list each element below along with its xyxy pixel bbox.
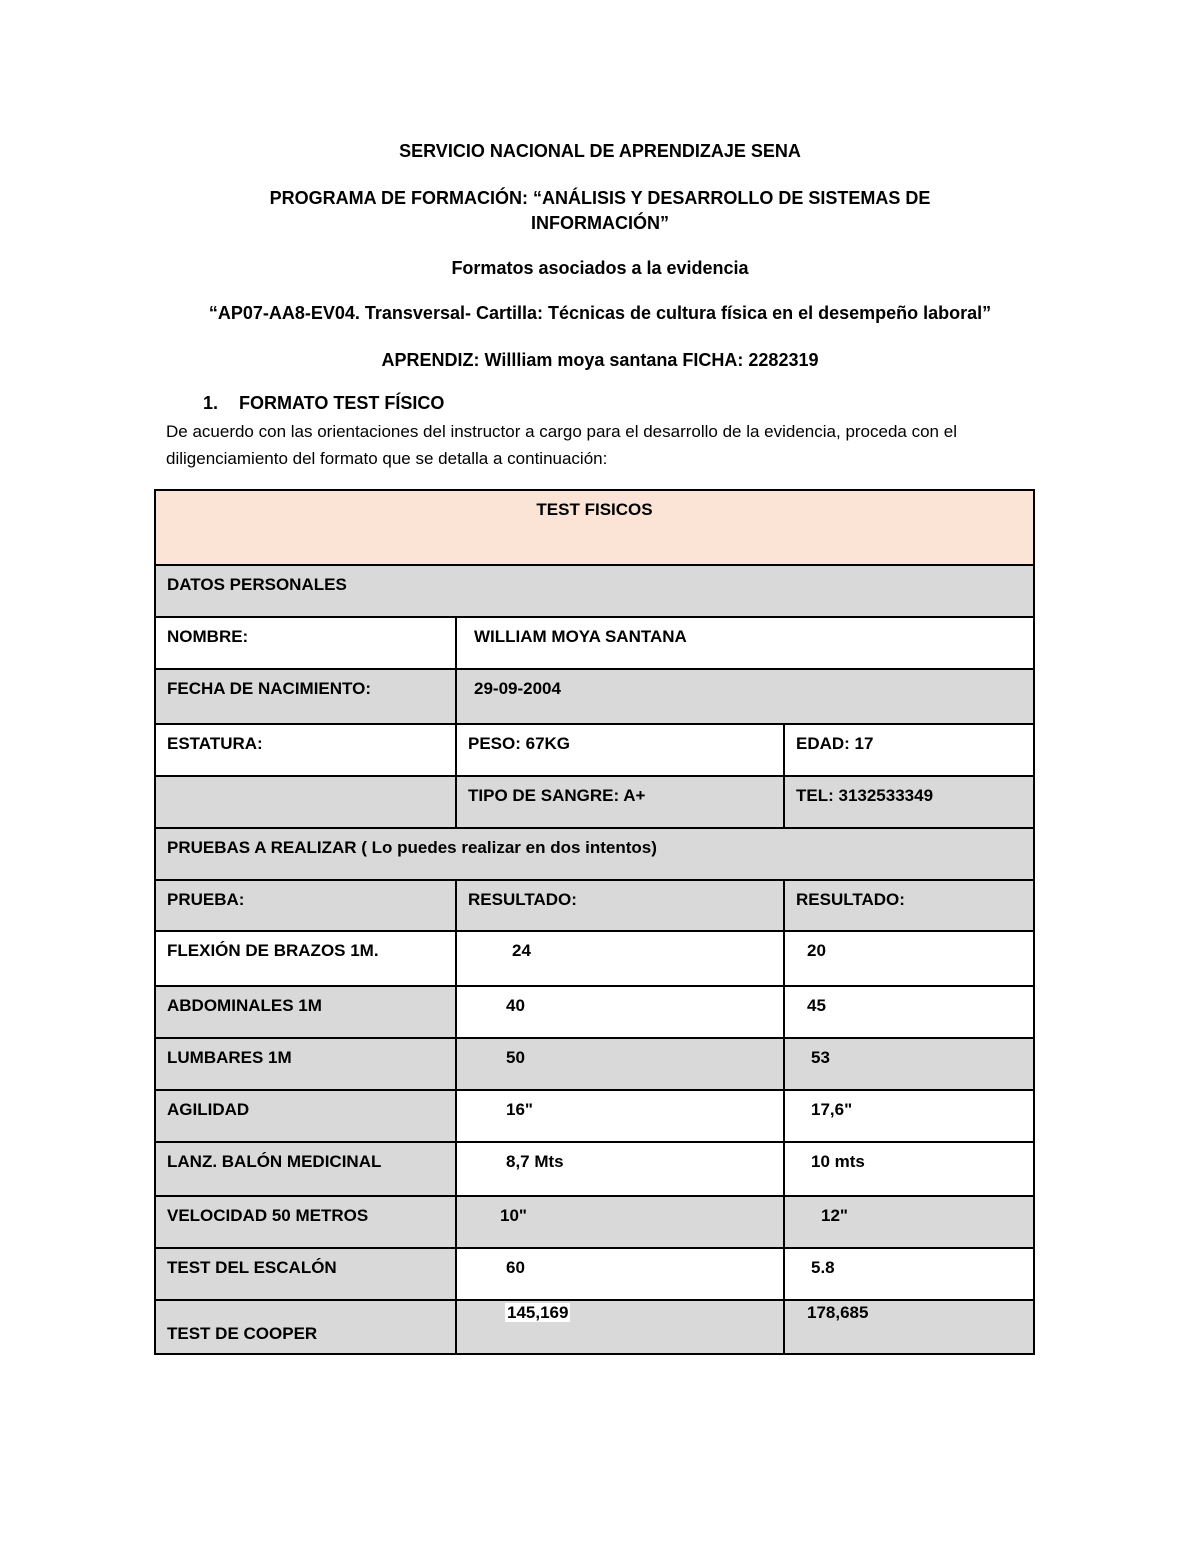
- resultado-1: 24: [456, 931, 784, 986]
- formats-subtitle: Formatos asociados a la evidencia: [451, 258, 749, 278]
- resultado-1: 8,7 Mts: [456, 1142, 784, 1196]
- section-intro: De acuerdo con las orientaciones del instructor a cargo para el desarrollo de la evidencia, proceda con el diligenciamiento del formato que se detalla a continuación:: [166, 422, 957, 468]
- program-title-line1: PROGRAMA DE FORMACIÓN: “ANÁLISIS Y DESARROLLO DE SISTEMAS DE: [269, 188, 931, 208]
- test-fisicos-table: [154, 489, 1035, 1355]
- prueba-name: TEST DEL ESCALÓN: [155, 1248, 456, 1300]
- resultado-1-value: 145,169: [507, 1303, 569, 1322]
- fecha-nacimiento-label: FECHA DE NACIMIENTO:: [155, 669, 456, 724]
- resultado-1: 60: [456, 1248, 784, 1300]
- resultado-2: 17,6": [784, 1090, 1034, 1142]
- resultado-2: 53: [784, 1038, 1034, 1090]
- col-resultado2-header: RESULTADO:: [784, 880, 1034, 931]
- nombre-label: NOMBRE:: [155, 617, 456, 669]
- prueba-name: AGILIDAD: [155, 1090, 456, 1142]
- resultado-1: 10": [456, 1196, 784, 1248]
- telefono-cell: TEL: 3132533349: [784, 776, 1034, 828]
- table-row: [155, 931, 1034, 986]
- evidence-title: “AP07-AA8-EV04. Transversal- Cartilla: Técnicas de cultura física en el desempeño laboral”: [208, 303, 992, 323]
- institution-title: SERVICIO NACIONAL DE APRENDIZAJE SENA: [399, 141, 801, 161]
- table-row: [155, 1300, 1034, 1354]
- edad-cell: EDAD: 17: [784, 724, 1034, 776]
- resultado-2: 178,685: [784, 1300, 1034, 1354]
- nombre-value: WILLIAM MOYA SANTANA: [456, 617, 1034, 669]
- prueba-name: LANZ. BALÓN MEDICINAL: [155, 1142, 456, 1196]
- prueba-name: VELOCIDAD 50 METROS: [155, 1196, 456, 1248]
- table-row: [155, 1090, 1034, 1142]
- section-heading: [203, 393, 444, 414]
- table-row: [155, 1038, 1034, 1090]
- table-title: TEST FISICOS: [155, 490, 1034, 565]
- estatura-label: ESTATURA:: [155, 724, 456, 776]
- col-resultado1-header: RESULTADO:: [456, 880, 784, 931]
- table-row: [155, 1142, 1034, 1196]
- apprentice-line: APRENDIZ: Willliam moya santana FICHA: 2282319: [381, 350, 819, 370]
- resultado-1: 40: [456, 986, 784, 1038]
- prueba-name: TEST DE COOPER: [155, 1300, 456, 1354]
- tipo-sangre-cell: TIPO DE SANGRE: A+: [456, 776, 784, 828]
- peso-cell: PESO: 67KG: [456, 724, 784, 776]
- resultado-2: 10 mts: [784, 1142, 1034, 1196]
- prueba-name: LUMBARES 1M: [155, 1038, 456, 1090]
- resultado-1: 16": [456, 1090, 784, 1142]
- table-row: [155, 1248, 1034, 1300]
- resultado-2: 20: [784, 931, 1034, 986]
- section-title: FORMATO TEST FÍSICO: [239, 393, 445, 413]
- personal-data-header: DATOS PERSONALES: [155, 565, 1034, 617]
- prueba-name: ABDOMINALES 1M: [155, 986, 456, 1038]
- empty-cell: [155, 776, 456, 828]
- pruebas-header: PRUEBAS A REALIZAR ( Lo puedes realizar en dos intentos): [155, 828, 1034, 880]
- resultado-1: [456, 1300, 784, 1354]
- section-number: 1.: [203, 393, 219, 413]
- col-prueba-header: PRUEBA:: [155, 880, 456, 931]
- table-row: [155, 986, 1034, 1038]
- resultado-2: 12": [784, 1196, 1034, 1248]
- prueba-name: FLEXIÓN DE BRAZOS 1M.: [155, 931, 456, 986]
- resultado-2: 5.8: [784, 1248, 1034, 1300]
- table-row: [155, 1196, 1034, 1248]
- fecha-nacimiento-value: 29-09-2004: [456, 669, 1034, 724]
- resultado-1: 50: [456, 1038, 784, 1090]
- resultado-2: 45: [784, 986, 1034, 1038]
- program-title-line2: INFORMACIÓN”: [531, 213, 669, 233]
